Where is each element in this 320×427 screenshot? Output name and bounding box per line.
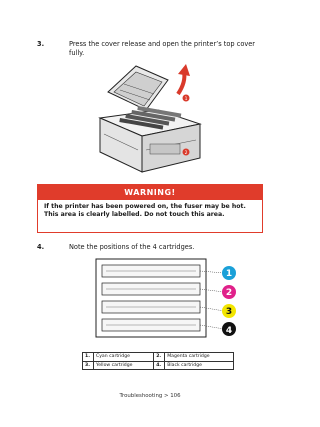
warning-box — [37, 184, 263, 233]
cartridge-positions-illustration — [92, 255, 252, 340]
cartridge-number-2: 2 — [225, 288, 233, 298]
legend-num: 3. — [83, 361, 94, 370]
step-text: Note the positions of the 4 cartridges. — [69, 243, 195, 251]
table-row — [83, 353, 234, 362]
legend-num: 1. — [83, 353, 94, 362]
legend-label: Black cartridge — [165, 361, 234, 370]
legend-num: 2. — [154, 353, 165, 362]
legend-label: Yellow cartridge — [94, 361, 154, 370]
cover-marker-1-label: 1 — [184, 97, 188, 102]
printer-open-cover-illustration — [90, 60, 210, 178]
cartridge-number-4: 4 — [225, 326, 233, 336]
legend-num: 4. — [154, 361, 165, 370]
page-footer: Troubleshooting > 106 — [119, 393, 181, 399]
cartridge-number-3: 3 — [225, 307, 233, 317]
cartridge-legend-table — [82, 352, 234, 370]
step-4 — [37, 243, 277, 253]
step-number: 3. — [37, 40, 45, 48]
legend-label: Magenta cartridge — [165, 353, 234, 362]
step-text: Press the cover release and open the printer’s top cover fully. — [69, 40, 256, 57]
warning-text: If the printer has been powered on, the fuser may be hot. This area is clearly labelled. Do not touch this area. — [44, 203, 246, 219]
cartridge-number-1: 1 — [225, 269, 233, 279]
legend-label: Cyan cartridge — [94, 353, 154, 362]
step-number: 4. — [37, 243, 45, 251]
warning-title: WARNING! — [38, 185, 262, 200]
step-3 — [37, 40, 277, 60]
table-row — [83, 361, 234, 370]
release-marker-2-label: 2 — [184, 151, 188, 156]
